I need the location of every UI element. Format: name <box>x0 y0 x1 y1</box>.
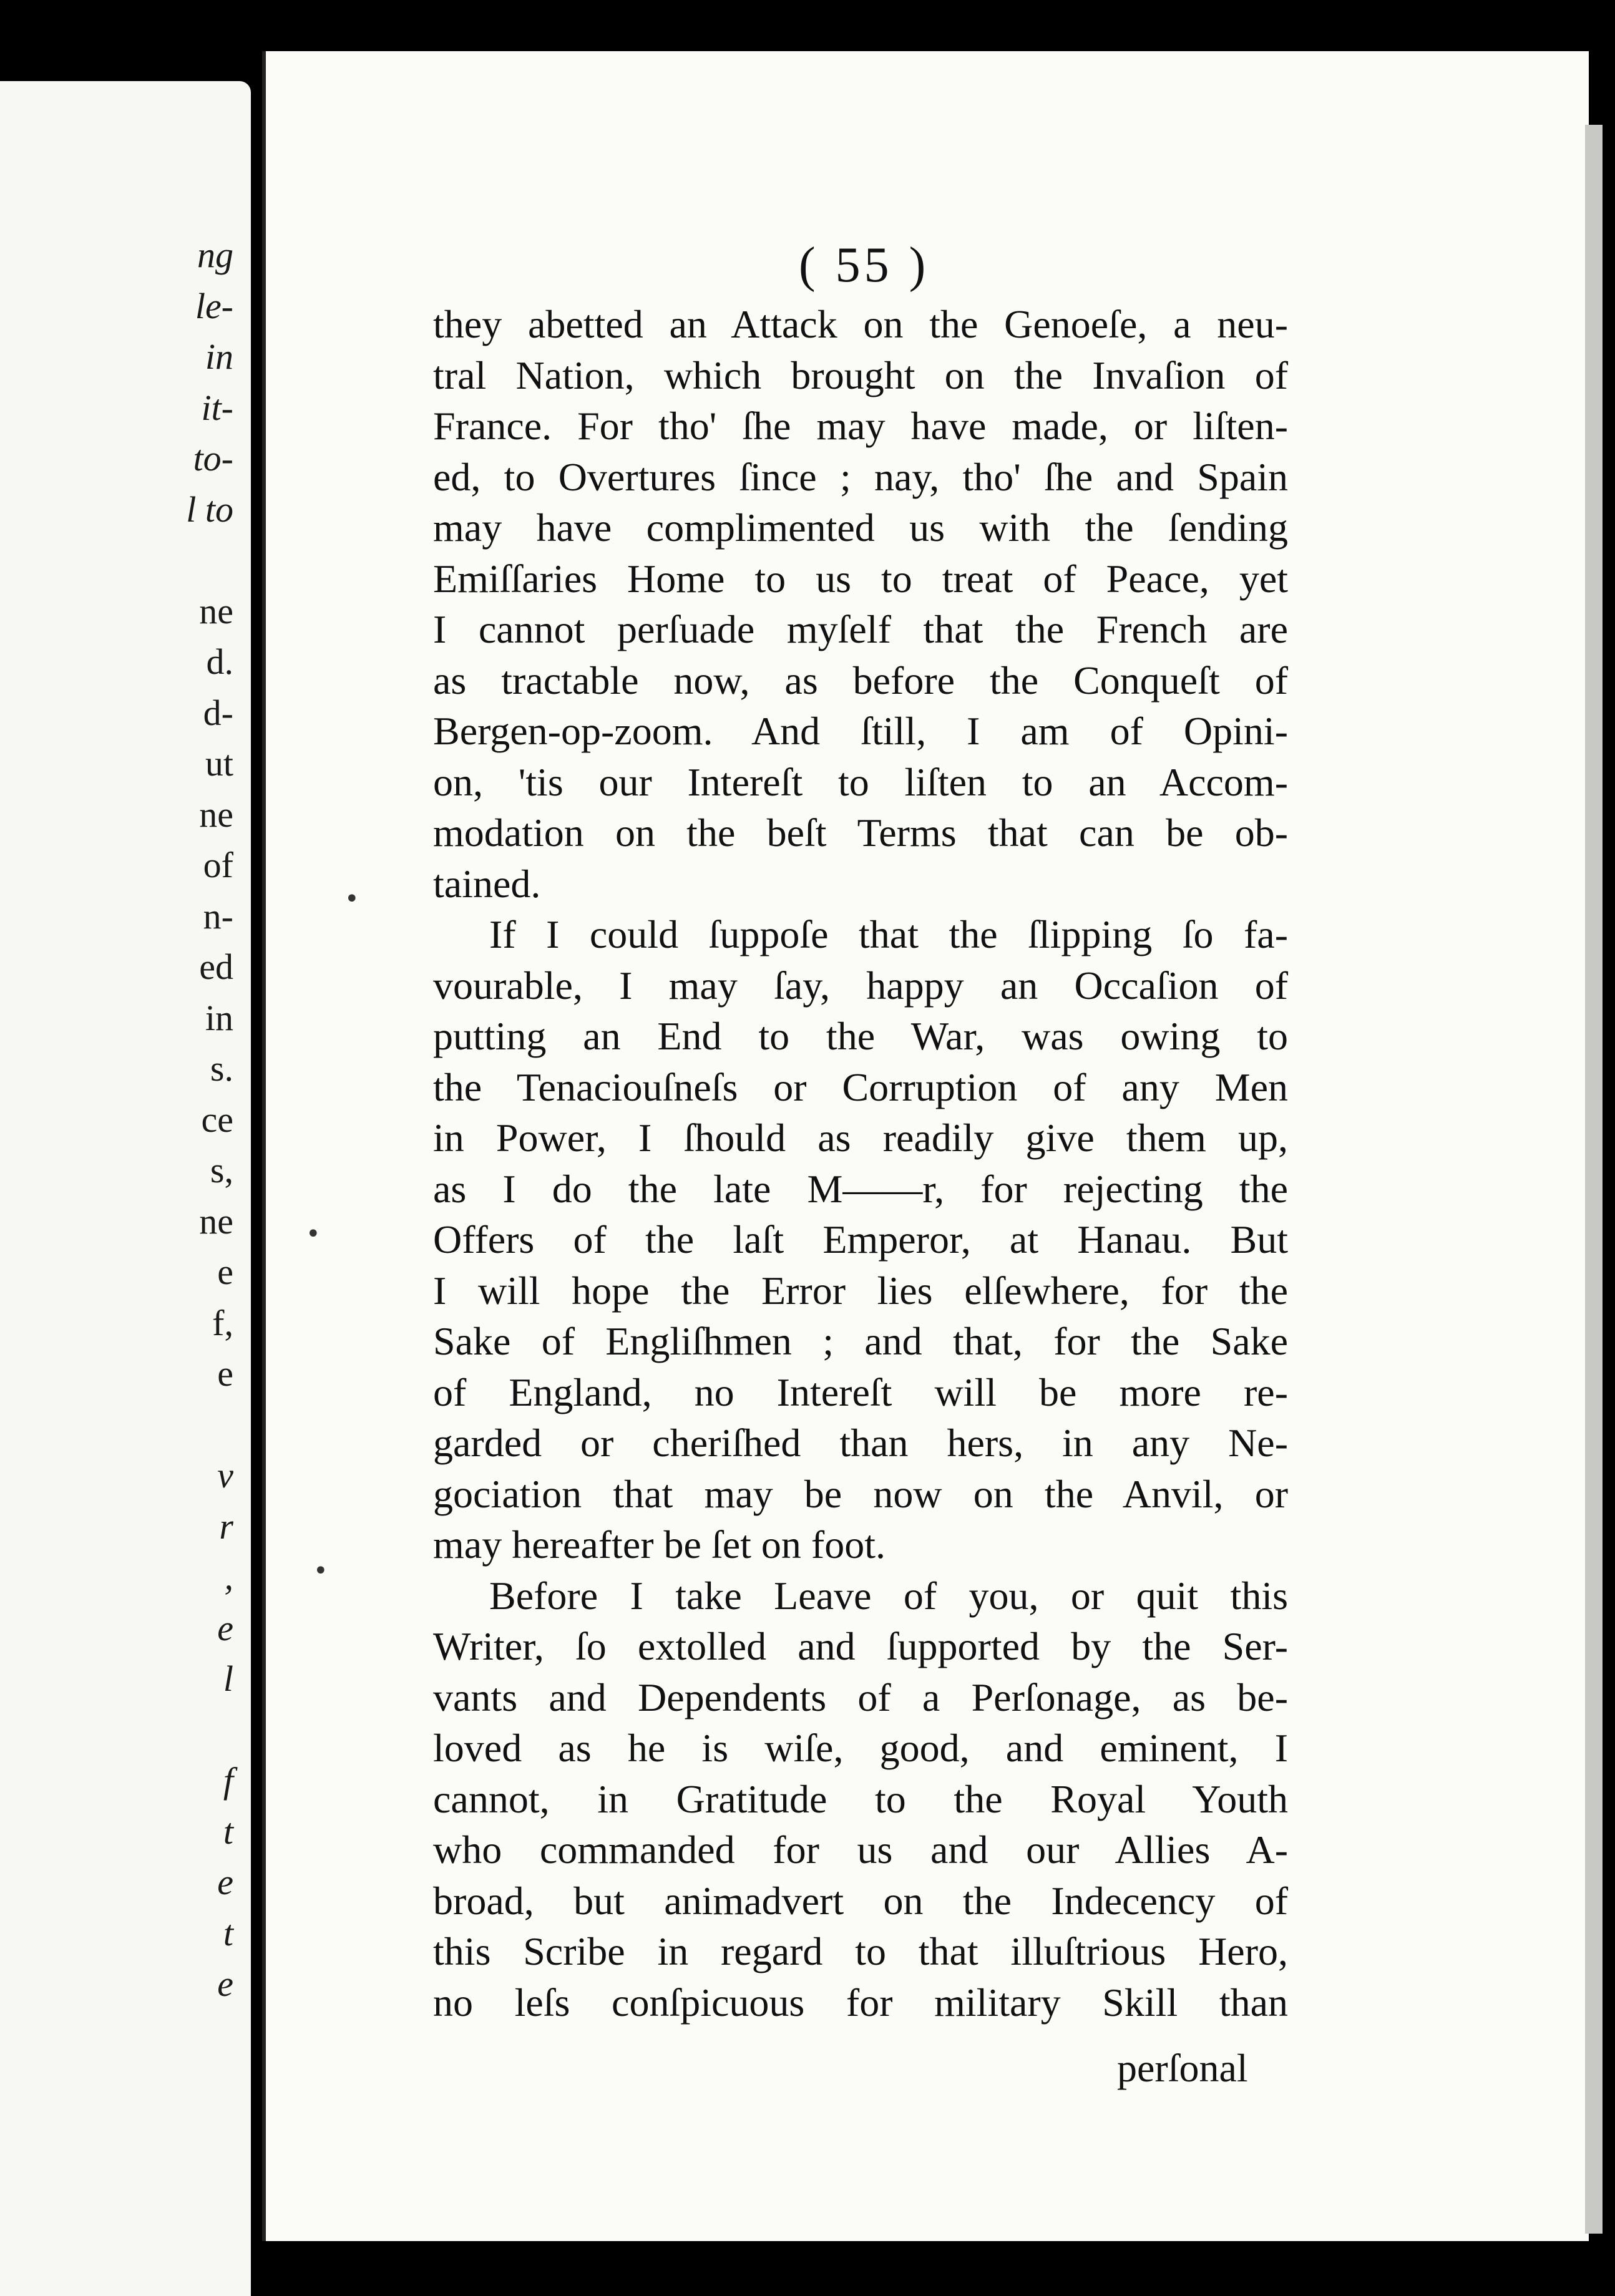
text-line: Sake of Engliſhmen ; and that, for the Sake <box>433 1319 1288 1363</box>
text-line: who commanded for us and our Allies A- <box>433 1827 1288 1872</box>
text-line: ed, to Overtures ſince ; nay, tho' ſhe and Spain <box>433 454 1288 499</box>
margin-fragment: l to <box>186 489 233 530</box>
text-line: I cannot perſuade myſelf that the French are <box>433 607 1288 651</box>
text-line: tral Nation, which brought on the Invaſion of <box>433 353 1288 397</box>
text-line: Writer, ſo extolled and ſupported by the Ser- <box>433 1624 1288 1668</box>
margin-fragment: , <box>224 1557 233 1597</box>
margin-fragment: n- <box>203 895 233 936</box>
margin-fragment: it- <box>201 387 233 428</box>
text-line: Before I take Leave of you, or quit this <box>489 1573 1288 1618</box>
margin-fragment: e <box>217 1963 233 2004</box>
text-line: vants and Dependents of a Perſonage, as be- <box>433 1675 1288 1720</box>
margin-fragment: l <box>223 1658 233 1699</box>
margin-fragment: t <box>223 1811 233 1852</box>
margin-fragment: v <box>217 1455 233 1496</box>
ink-speck: • <box>306 1220 321 1248</box>
margin-fragment: in <box>205 997 233 1038</box>
page-edge <box>1585 125 1603 2234</box>
text-line: on, 'tis our Intereſt to liſten to an Accom- <box>433 759 1288 804</box>
margin-fragment: s. <box>210 1048 233 1089</box>
margin-fragment: ut <box>205 743 233 784</box>
margin-fragment: e <box>217 1353 233 1394</box>
margin-fragment: f, <box>212 1302 233 1343</box>
text-line: Offers of the laſt Emperor, at Hanau. But <box>433 1217 1288 1262</box>
text-line: vourable, I may ſay, happy an Occaſion of <box>433 963 1288 1008</box>
margin-fragment: e <box>217 1607 233 1648</box>
text-line: they abetted an Attack on the Genoeſe, a neu- <box>433 302 1288 346</box>
text-line: as tractable now, as before the Conqueſt of <box>433 658 1288 703</box>
text-line: loved as he is wiſe, good, and eminent, I <box>433 1726 1288 1770</box>
catchword: perſonal <box>1117 2046 1248 2090</box>
margin-fragment: t <box>223 1912 233 1953</box>
text-line: Bergen-op-zoom. And ſtill, I am of Opini- <box>433 709 1288 753</box>
margin-fragment: ed <box>199 946 233 987</box>
text-line: Emiſſaries Home to us to treat of Peace, yet <box>433 556 1288 601</box>
ink-speck: • <box>313 1557 328 1585</box>
margin-fragment: ng <box>197 235 233 275</box>
text-line: gociation that may be now on the Anvil, or <box>433 1471 1288 1516</box>
margin-fragment: d- <box>203 692 233 733</box>
page-number: ( 55 ) <box>799 238 930 293</box>
margin-fragment: s, <box>210 1150 233 1190</box>
margin-fragment: ne <box>199 794 233 835</box>
text-line: no leſs conſpicuous for military Skill than <box>433 1980 1288 2025</box>
text-line: garded or cheriſhed than hers, in any Ne- <box>433 1421 1288 1465</box>
margin-fragment: e <box>217 1862 233 1902</box>
margin-fragment: r <box>219 1506 233 1547</box>
margin-fragment: d. <box>206 641 233 682</box>
text-line: tained. <box>433 861 541 906</box>
text-line: of England, no Intereſt will be more re- <box>433 1369 1288 1414</box>
text-line: modation on the beſt Terms that can be ob- <box>433 810 1288 855</box>
text-line: putting an End to the War, was owing to <box>433 1014 1288 1058</box>
text-line: in Power, I ſhould as readily give them up, <box>433 1116 1288 1160</box>
text-line: may hereafter be ſet on foot. <box>433 1522 886 1567</box>
margin-fragment: ne <box>199 1200 233 1242</box>
ink-speck: • <box>344 885 359 913</box>
book-gutter <box>251 0 262 2296</box>
text-line: If I could ſuppoſe that the ſlipping ſo fa- <box>489 912 1288 956</box>
text-line: may have complimented us with the ſending <box>433 505 1288 550</box>
margin-fragment: ne <box>199 590 233 631</box>
text-line: cannot, in Gratitude to the Royal Youth <box>433 1776 1288 1821</box>
text-line: this Scribe in regard to that illuſtrious Hero, <box>433 1929 1288 1973</box>
margin-fragment: ce <box>201 1099 233 1140</box>
text-line: the Tenaciouſneſs or Corruption of any Men <box>433 1064 1288 1109</box>
facing-page-edge <box>0 81 251 2296</box>
margin-fragment: of <box>203 845 233 885</box>
margin-fragment: e <box>217 1252 233 1292</box>
text-line: as I do the late M——r, for rejecting the <box>433 1166 1288 1211</box>
margin-fragment: in <box>205 336 233 377</box>
margin-fragment: f <box>223 1760 233 1801</box>
text-line: France. For tho' ſhe may have made, or liſten- <box>433 404 1288 448</box>
text-line: I will hope the Error lies elſewhere, for the <box>433 1268 1288 1313</box>
margin-fragment: le- <box>195 285 233 326</box>
margin-fragment: to- <box>193 438 233 479</box>
text-line: broad, but animadvert on the Indecency of <box>433 1878 1288 1923</box>
